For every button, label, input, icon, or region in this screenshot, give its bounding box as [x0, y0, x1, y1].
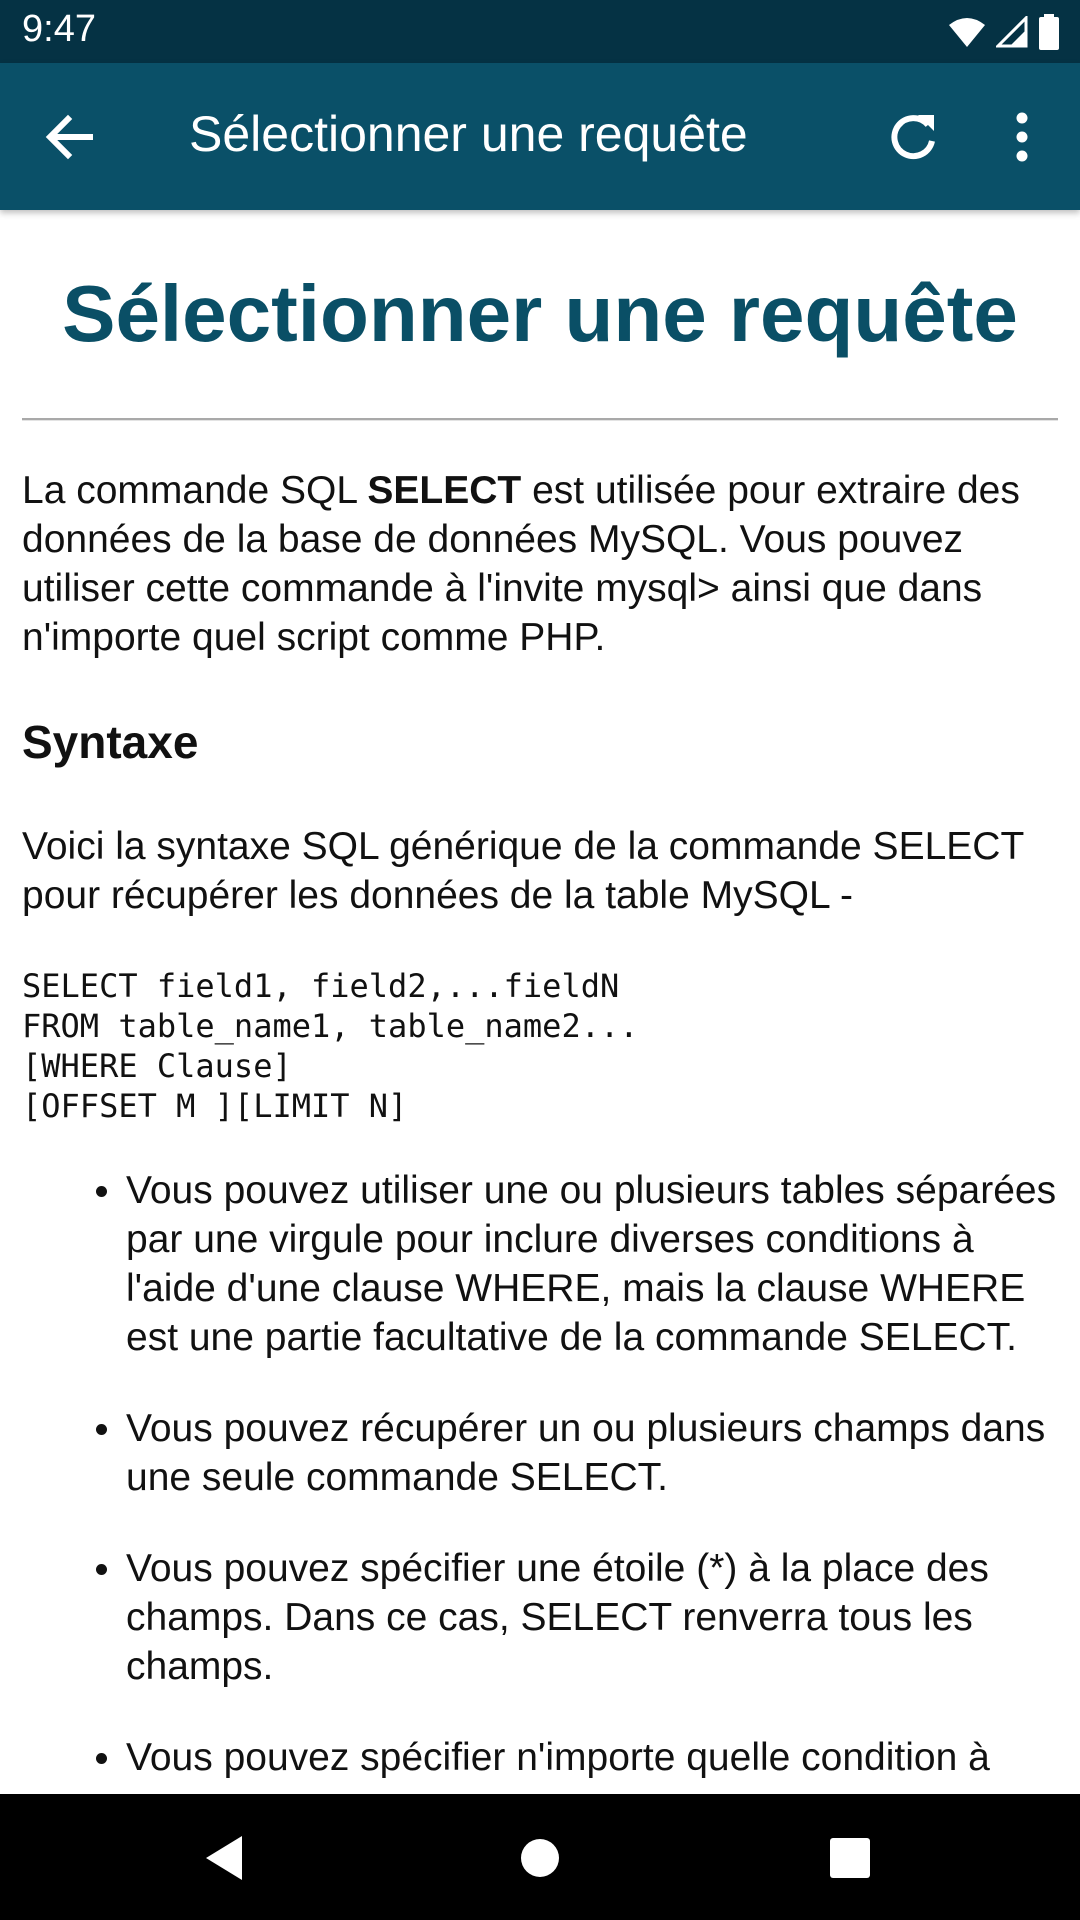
intro-keyword: SELECT	[367, 469, 522, 512]
nav-back-icon	[200, 1828, 260, 1888]
back-arrow-icon	[40, 107, 100, 167]
page-title: Sélectionner une requête	[62, 269, 1018, 358]
nav-home-icon	[502, 1828, 578, 1888]
intro-paragraph	[22, 466, 1058, 662]
intro-text-end: est utilisée pour extraire des données de la base de données MySQL. Vous pouvez utiliser cette commande à l'invite mysql> ainsi que dans n'importe quel script comme PHP.	[22, 469, 1020, 659]
app-bar-title: Sélectionner une requête	[189, 106, 748, 162]
status-time: 9:47	[22, 8, 96, 50]
more-options-button[interactable]	[1000, 107, 1044, 167]
signal-icon	[996, 16, 1028, 48]
nav-home-button[interactable]	[502, 1828, 578, 1888]
status-icons	[948, 12, 1060, 52]
intro-text-start: La commande SQL	[22, 469, 368, 512]
battery-icon	[1038, 14, 1060, 50]
system-nav-bar	[0, 1794, 1080, 1920]
wifi-icon	[948, 16, 986, 48]
more-vert-icon	[1000, 107, 1044, 167]
article-content[interactable]	[0, 210, 1080, 1794]
nav-recents-button[interactable]	[820, 1828, 880, 1888]
list-item: Vous pouvez récupérer un ou plusieurs champs dans une seule commande SELECT.	[126, 1404, 1058, 1502]
list-item: Vous pouvez spécifier n'importe quelle condition à	[126, 1733, 1058, 1782]
syntax-heading: Syntaxe	[22, 716, 199, 768]
bullet-list	[22, 1166, 1058, 1782]
nav-back-button[interactable]	[200, 1828, 260, 1888]
status-bar	[0, 0, 1080, 63]
syntax-intro: Voici la syntaxe SQL générique de la commande SELECT pour récupérer les données de la table MySQL -	[22, 825, 1024, 917]
list-item: Vous pouvez utiliser une ou plusieurs tables séparées par une virgule pour inclure diverses conditions à l'aide d'une clause WHERE, mais la clause WHERE est une partie facultative de la commande SELECT.	[126, 1166, 1058, 1362]
nav-recents-icon	[820, 1828, 880, 1888]
refresh-icon	[884, 107, 944, 167]
app-bar	[0, 63, 1080, 210]
divider	[22, 418, 1058, 421]
code-block: SELECT field1, field2,...fieldN FROM table_name1, table_name2... [WHERE Clause] [OFFSET M ][LIMIT N]	[22, 967, 639, 1125]
refresh-button[interactable]	[884, 107, 944, 167]
back-button[interactable]	[40, 107, 100, 167]
list-item: Vous pouvez spécifier une étoile (*) à la place des champs. Dans ce cas, SELECT renverra tous les champs.	[126, 1544, 1058, 1691]
